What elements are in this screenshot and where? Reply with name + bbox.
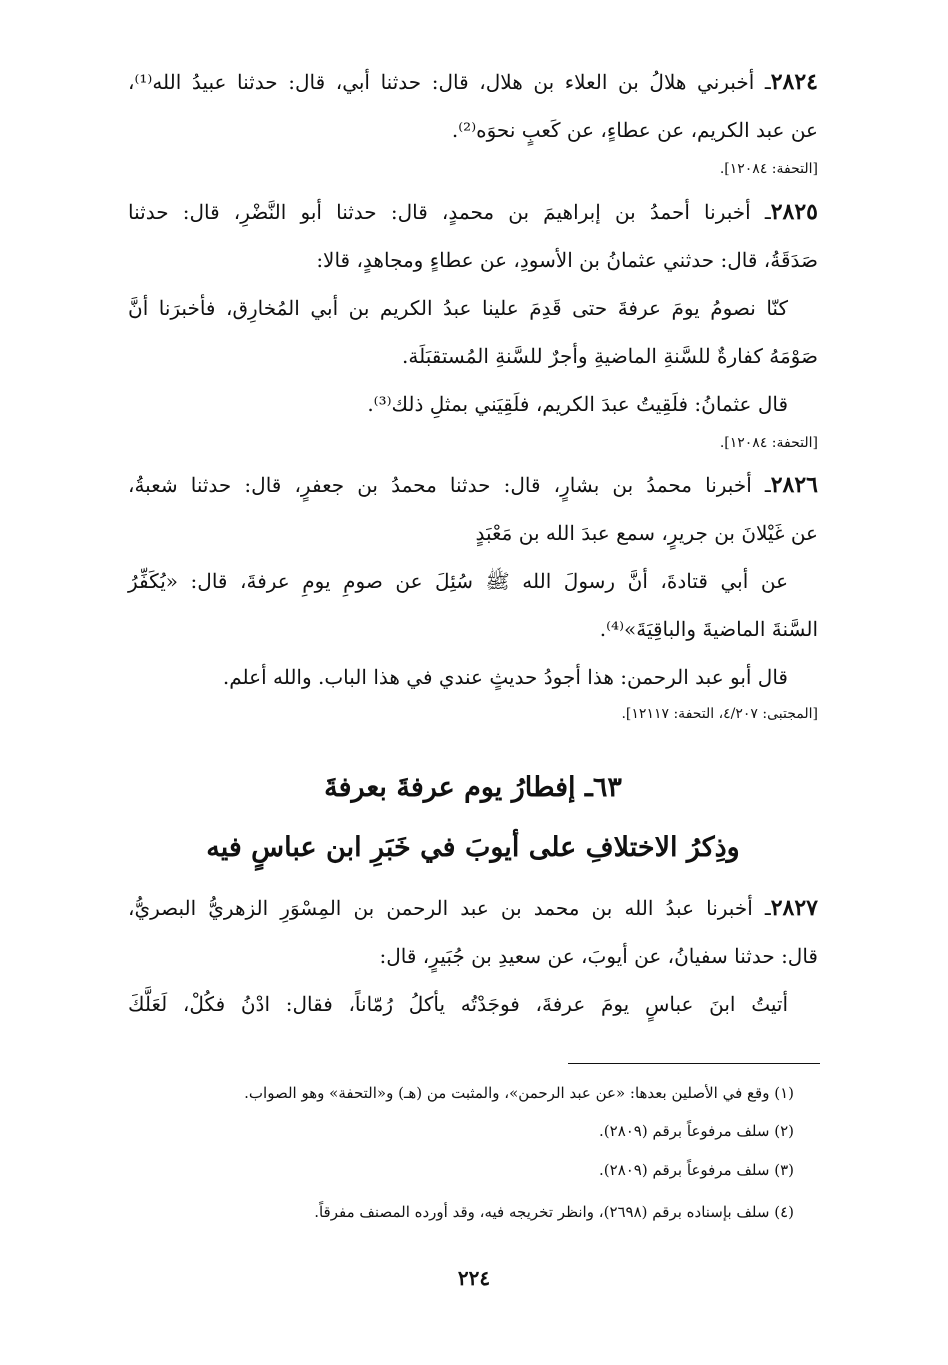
hadith-line: أتيتُ ابنَ عباسٍ يومَ عرفةَ، فوجَدْتُه يأكلُ رُمّاناً، فقال: ادْنُ فكُلْ، لَعَلَّكَ (128, 992, 789, 1016)
hadith-line: ٢٨٢٤ـ أخبرني هلالُ بن العلاء بن هلال، قال: حدثنا أبي، قال: حدثنا عبيدُ الله⁽¹⁾، (128, 69, 818, 95)
hadith-line: قال عثمانُ: فلَقِيتُ عبدَ الكريم، فلَقِيَني بمثلِ ذلك⁽³⁾. (367, 392, 788, 416)
chapter-title: ٦٣ـ إفطارُ يوم عرفةَ بعرفةَ (324, 772, 622, 803)
footnote-4: (٤) سلف بإسناده برقم (٢٦٩٨)، وانظر تخريجه فيه، وقد أورده المصنف مفرقاً. (314, 1203, 794, 1221)
hadith-line: السَّنةَ الماضيةَ والباقِيَةَ»⁽⁴⁾. (599, 617, 818, 641)
hadith-number: ٢٨٢٥ (770, 199, 818, 225)
footnote-2: (٢) سلف مرفوعاً برقم (٢٨٠٩). (599, 1122, 794, 1140)
hadith-line: عن عبد الكريم، عن عطاءٍ، عن كَعبٍ نحوَه⁽²⁾. (451, 118, 818, 142)
hadith-number: ٢٨٢٧ (770, 895, 818, 921)
hadith-line: ٢٨٢٧ـ أخبرنا عبدُ الله بن محمد بن عبد الرحمن بن المِسْوَرِ الزهريُّ البصريُّ، (128, 895, 818, 921)
hadith-line: كنّا نصومُ يومَ عرفةَ حتى قَدِمَ علينا عبدُ الكريم بن أبي المُخارِق، فأخبرَنا أنَّ (128, 296, 788, 320)
hadith-line: ٢٨٢٦ـ أخبرنا محمدُ بن بشارٍ، قال: حدثنا محمدُ بن جعفرٍ، قال: حدثنا شعبةُ، (128, 472, 818, 498)
footnote-1: (١) وقع في الأصلين بعدها: «عن عبد الرحمن»، والمثبت من (هـ) و«التحفة» وهو الصواب. (244, 1084, 794, 1102)
hadith-line: قال أبو عبد الرحمن: هذا أجودُ حديثٍ عندي في هذا الباب. والله أعلم. (222, 665, 788, 689)
hadith-number: ٢٨٢٤ (770, 69, 818, 95)
hadith-2824 (128, 58, 818, 182)
hadith-line: عن غَيْلانَ بن جريرٍ، سمع عبدَ الله بن مَعْبَدٍ (475, 521, 818, 545)
chapter-subtitle: وذِكرُ الاختلافِ على أيوبَ في خَبَرِ ابن عباسٍ فيه (206, 832, 740, 863)
takhrij-ref: [التحفة: ١٢٠٨٤]. (719, 161, 818, 177)
hadith-line: عن أبي قتادةَ، أنَّ رسولَ الله ﷺ سُئِلَ عن صومِ يومِ عرفةَ، قال: «يُكَفِّرُ (128, 569, 788, 593)
hadith-2825 (128, 188, 818, 456)
hadith-2827 (128, 884, 818, 1028)
footnote-separator (568, 1063, 820, 1064)
footnote-3: (٣) سلف مرفوعاً برقم (٢٨٠٩). (599, 1161, 794, 1179)
hadith-number: ٢٨٢٦ (770, 472, 818, 498)
hadith-line: ٢٨٢٥ـ أخبرنا أحمدُ بن إبراهيمَ بن محمدٍ، قال: حدثنا أبو النَّضْرِ، قال: حدثنا (128, 199, 818, 225)
takhrij-ref: [التحفة: ١٢٠٨٤]. (719, 435, 818, 451)
takhrij-ref: [المجتبى: ٤/٢٠٧، التحفة: ١٢١١٧]. (621, 706, 818, 722)
hadith-2826 (128, 461, 818, 727)
hadith-line: صَدَقَةُ، قال: حدثني عثمانُ بن الأسودِ، عن عطاءٍ ومجاهدٍ، قالا: (316, 248, 818, 272)
hadith-line: صَوْمَهُ كفارةٌ للسَّنةِ الماضيةِ وأجرٌ للسَّنةِ المُستقبَلَة. (402, 344, 818, 368)
page-number: ٢٢٤ (457, 1266, 491, 1290)
hadith-line: قال: حدثنا سفيانُ، عن أيوبَ، عن سعيدِ بن جُبَيرٍ، قال: (379, 944, 818, 968)
